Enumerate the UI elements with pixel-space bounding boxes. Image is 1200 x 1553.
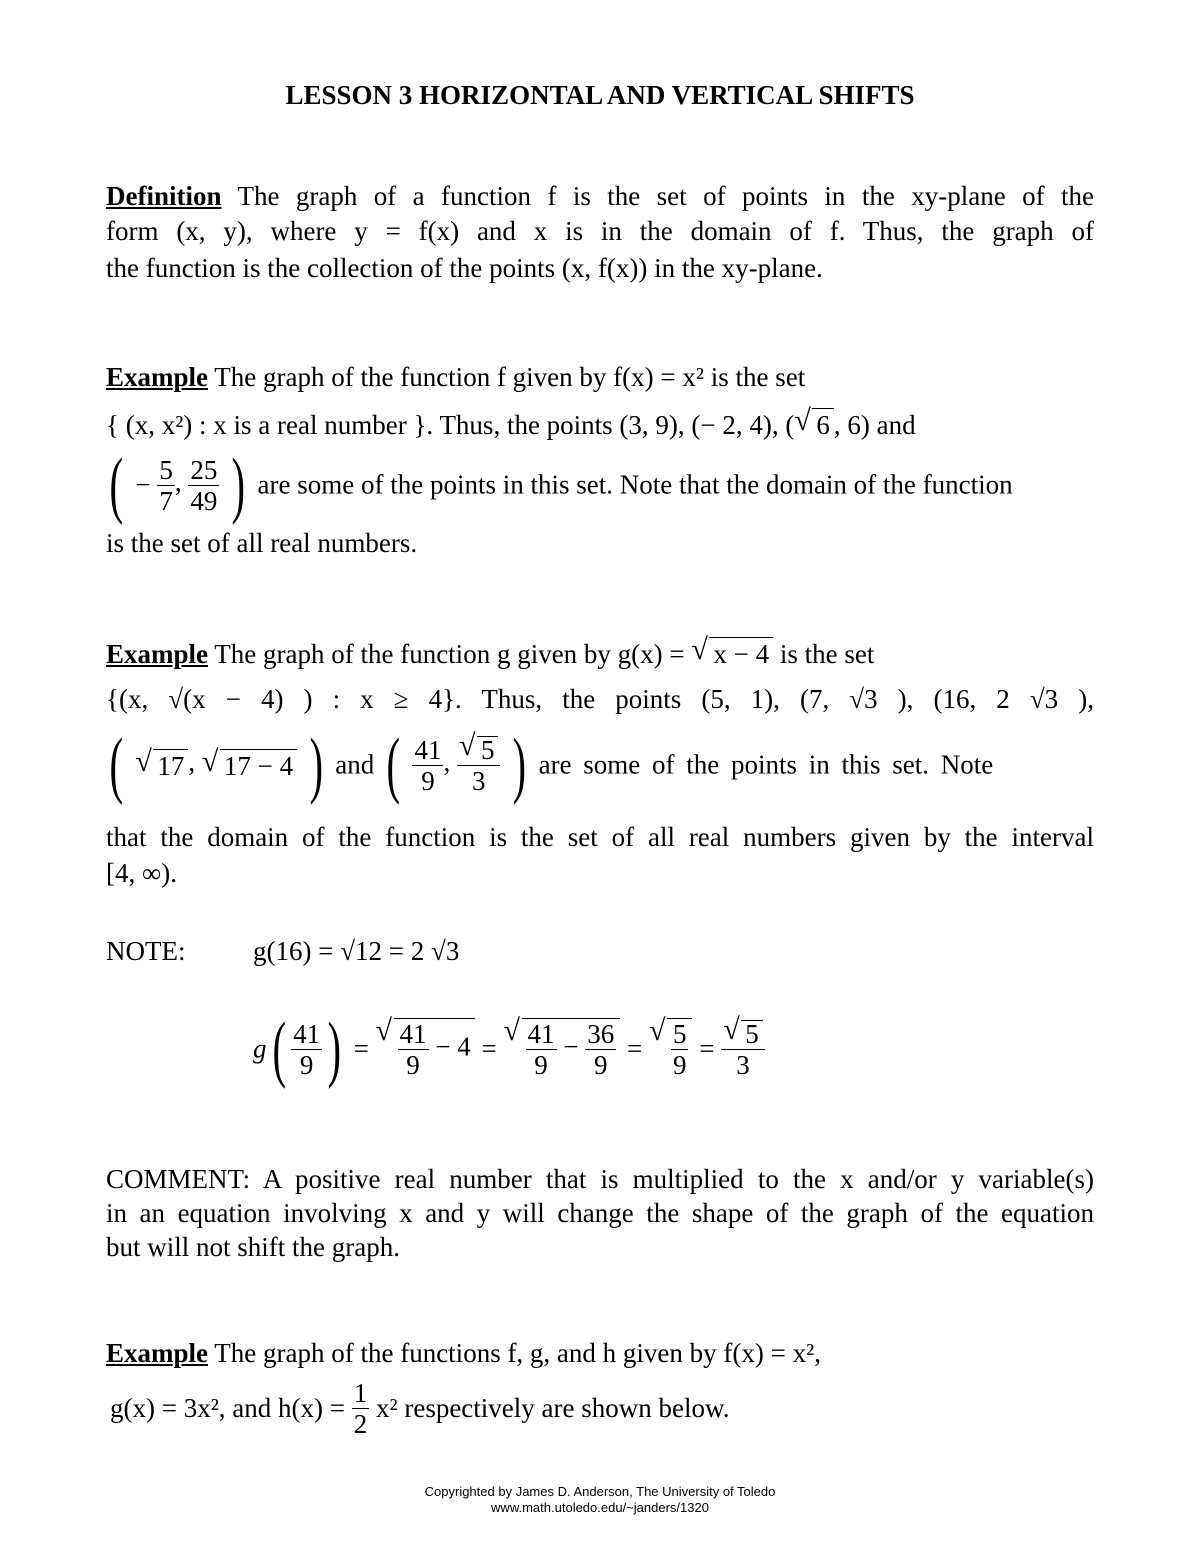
example3-text-1: The graph of the functions f, g, and h given by f(x) = x², — [214, 1338, 821, 1368]
example2-text-3: are some of the points in this set. Note — [538, 749, 994, 780]
sqrt-x-minus-4: √ x − 4 — [691, 637, 773, 670]
example1-text-1: The graph of the function f given by f(x) = x² is the set — [214, 362, 806, 392]
example2-line-1 — [106, 637, 874, 670]
example1-line-1 — [106, 362, 805, 393]
sqrt-41-9-minus-36-9: √ $\frac{41}{9}$ − $\frac{36}{9}$ — [504, 1018, 621, 1080]
example1-line-3: ( − $\frac{5}{7}$ , $\frac{25}{49}$ ) are some of the points in this set. Note that the domain of the function — [109, 444, 1013, 526]
example2-line-4: that the domain of the function is the set of all real numbers given by the interval — [106, 822, 1094, 852]
comment-line-1: COMMENT: A positive real number that is multiplied to the x and/or y variable(s) — [106, 1164, 1094, 1194]
example1-text-2a: { (x, x²) : x is a real number }. Thus, the points (3, 9), (− 2, 4), ( — [106, 410, 795, 440]
comment-line-2: in an equation involving x and y will change the shape of the graph of the equation — [106, 1198, 1094, 1228]
example2-text-1b: is the set — [779, 639, 875, 669]
example2-line-2: {(x, √(x − 4) ) : x ≥ 4}. Thus, the points (5, 1), (7, √3 ), (16, 2 √3 ), — [106, 684, 1094, 714]
note-label: NOTE: — [106, 936, 186, 966]
fraction-41-9: $\frac{41}{9}$ — [414, 734, 442, 796]
example3-line-2: g(x) = 3x², and h(x) = $\frac{1}{2}$ x² respectively are shown below. — [110, 1378, 730, 1439]
negative-sign: − — [135, 469, 151, 500]
definition-text-1: The graph of a function f is the set of points in the xy-plane of the — [237, 181, 1095, 211]
note-line-1: g(16) = √12 = 2 √3 — [253, 936, 460, 966]
example1-label: Example — [106, 362, 209, 392]
definition-label: Definition — [106, 181, 222, 211]
example2-label: Example — [106, 639, 209, 669]
definition-line-1 — [106, 181, 1094, 212]
page-title: LESSON 3 HORIZONTAL AND VERTICAL SHIFTS — [285, 80, 915, 110]
sqrt-17: √ 17 — [135, 749, 188, 782]
note-equation-2: g( $\frac{41}{9}$ ) = √ $\frac{41}{9}$ − 4 = √ $\frac{41}{9}$ − $\frac{36}{9}$ = √ $\frac{5}{9}$ = √ $\frac{5}{3}$ — [253, 1014, 765, 1094]
fraction-25-49: $\frac{25}{49}$ — [190, 454, 218, 516]
fraction-5-7: $\frac{5}{7}$ — [159, 454, 173, 516]
sqrt-5-9: √ $\frac{5}{9}$ — [649, 1018, 693, 1080]
fraction-1-2: $\frac{1}{2}$ — [353, 1378, 368, 1439]
sqrt-41-9-minus-4: √ $\frac{41}{9}$ − 4 — [376, 1018, 475, 1080]
example2-text-1a: The graph of the function g given by g(x) = — [214, 639, 685, 669]
sqrt-6: √ 6 — [794, 408, 834, 441]
example3-label: Example — [106, 1338, 209, 1368]
comment-line-3: but will not shift the graph. — [106, 1232, 400, 1262]
example2-line-5: [4, ∞). — [106, 858, 177, 888]
definition-line-3: the function is the collection of the points (x, f(x)) in the xy-plane. — [106, 253, 823, 283]
footer-url: www.math.utoledo.edu/~janders/1320 — [491, 1500, 709, 1515]
fraction-sqrt5-over-3: √ $\frac{5}{3}$ — [721, 1019, 765, 1080]
fraction-41-9-a: $\frac{41}{9}$ — [293, 1018, 321, 1080]
example1-line-4: is the set of all real numbers. — [106, 528, 418, 558]
definition-line-2: form (x, y), where y = f(x) and x is in the domain of f. Thus, the graph of — [106, 216, 1094, 246]
example1-text-2b: , 6) and — [833, 410, 916, 440]
and-word: and — [335, 749, 375, 780]
footer-copyright: Copyrighted by James D. Anderson, The University of Toledo — [424, 1484, 776, 1499]
example1-text-3: are some of the points in this set. Note that the domain of the function — [257, 469, 1013, 500]
example1-line-2 — [106, 408, 916, 441]
example3-line-1 — [106, 1338, 821, 1369]
example2-line-3: ( √ 17 , √ 17 − 4 ) and ( $\frac{41}{9}$ , √ $\frac{5}{3}$ ) are some of the points in this set. Note — [104, 730, 1094, 814]
sqrt-sqrt17-minus-4: √ 17 − 4 — [202, 749, 297, 782]
fraction-sqrt5-3: √ $\frac{5}{3}$ — [457, 735, 501, 796]
